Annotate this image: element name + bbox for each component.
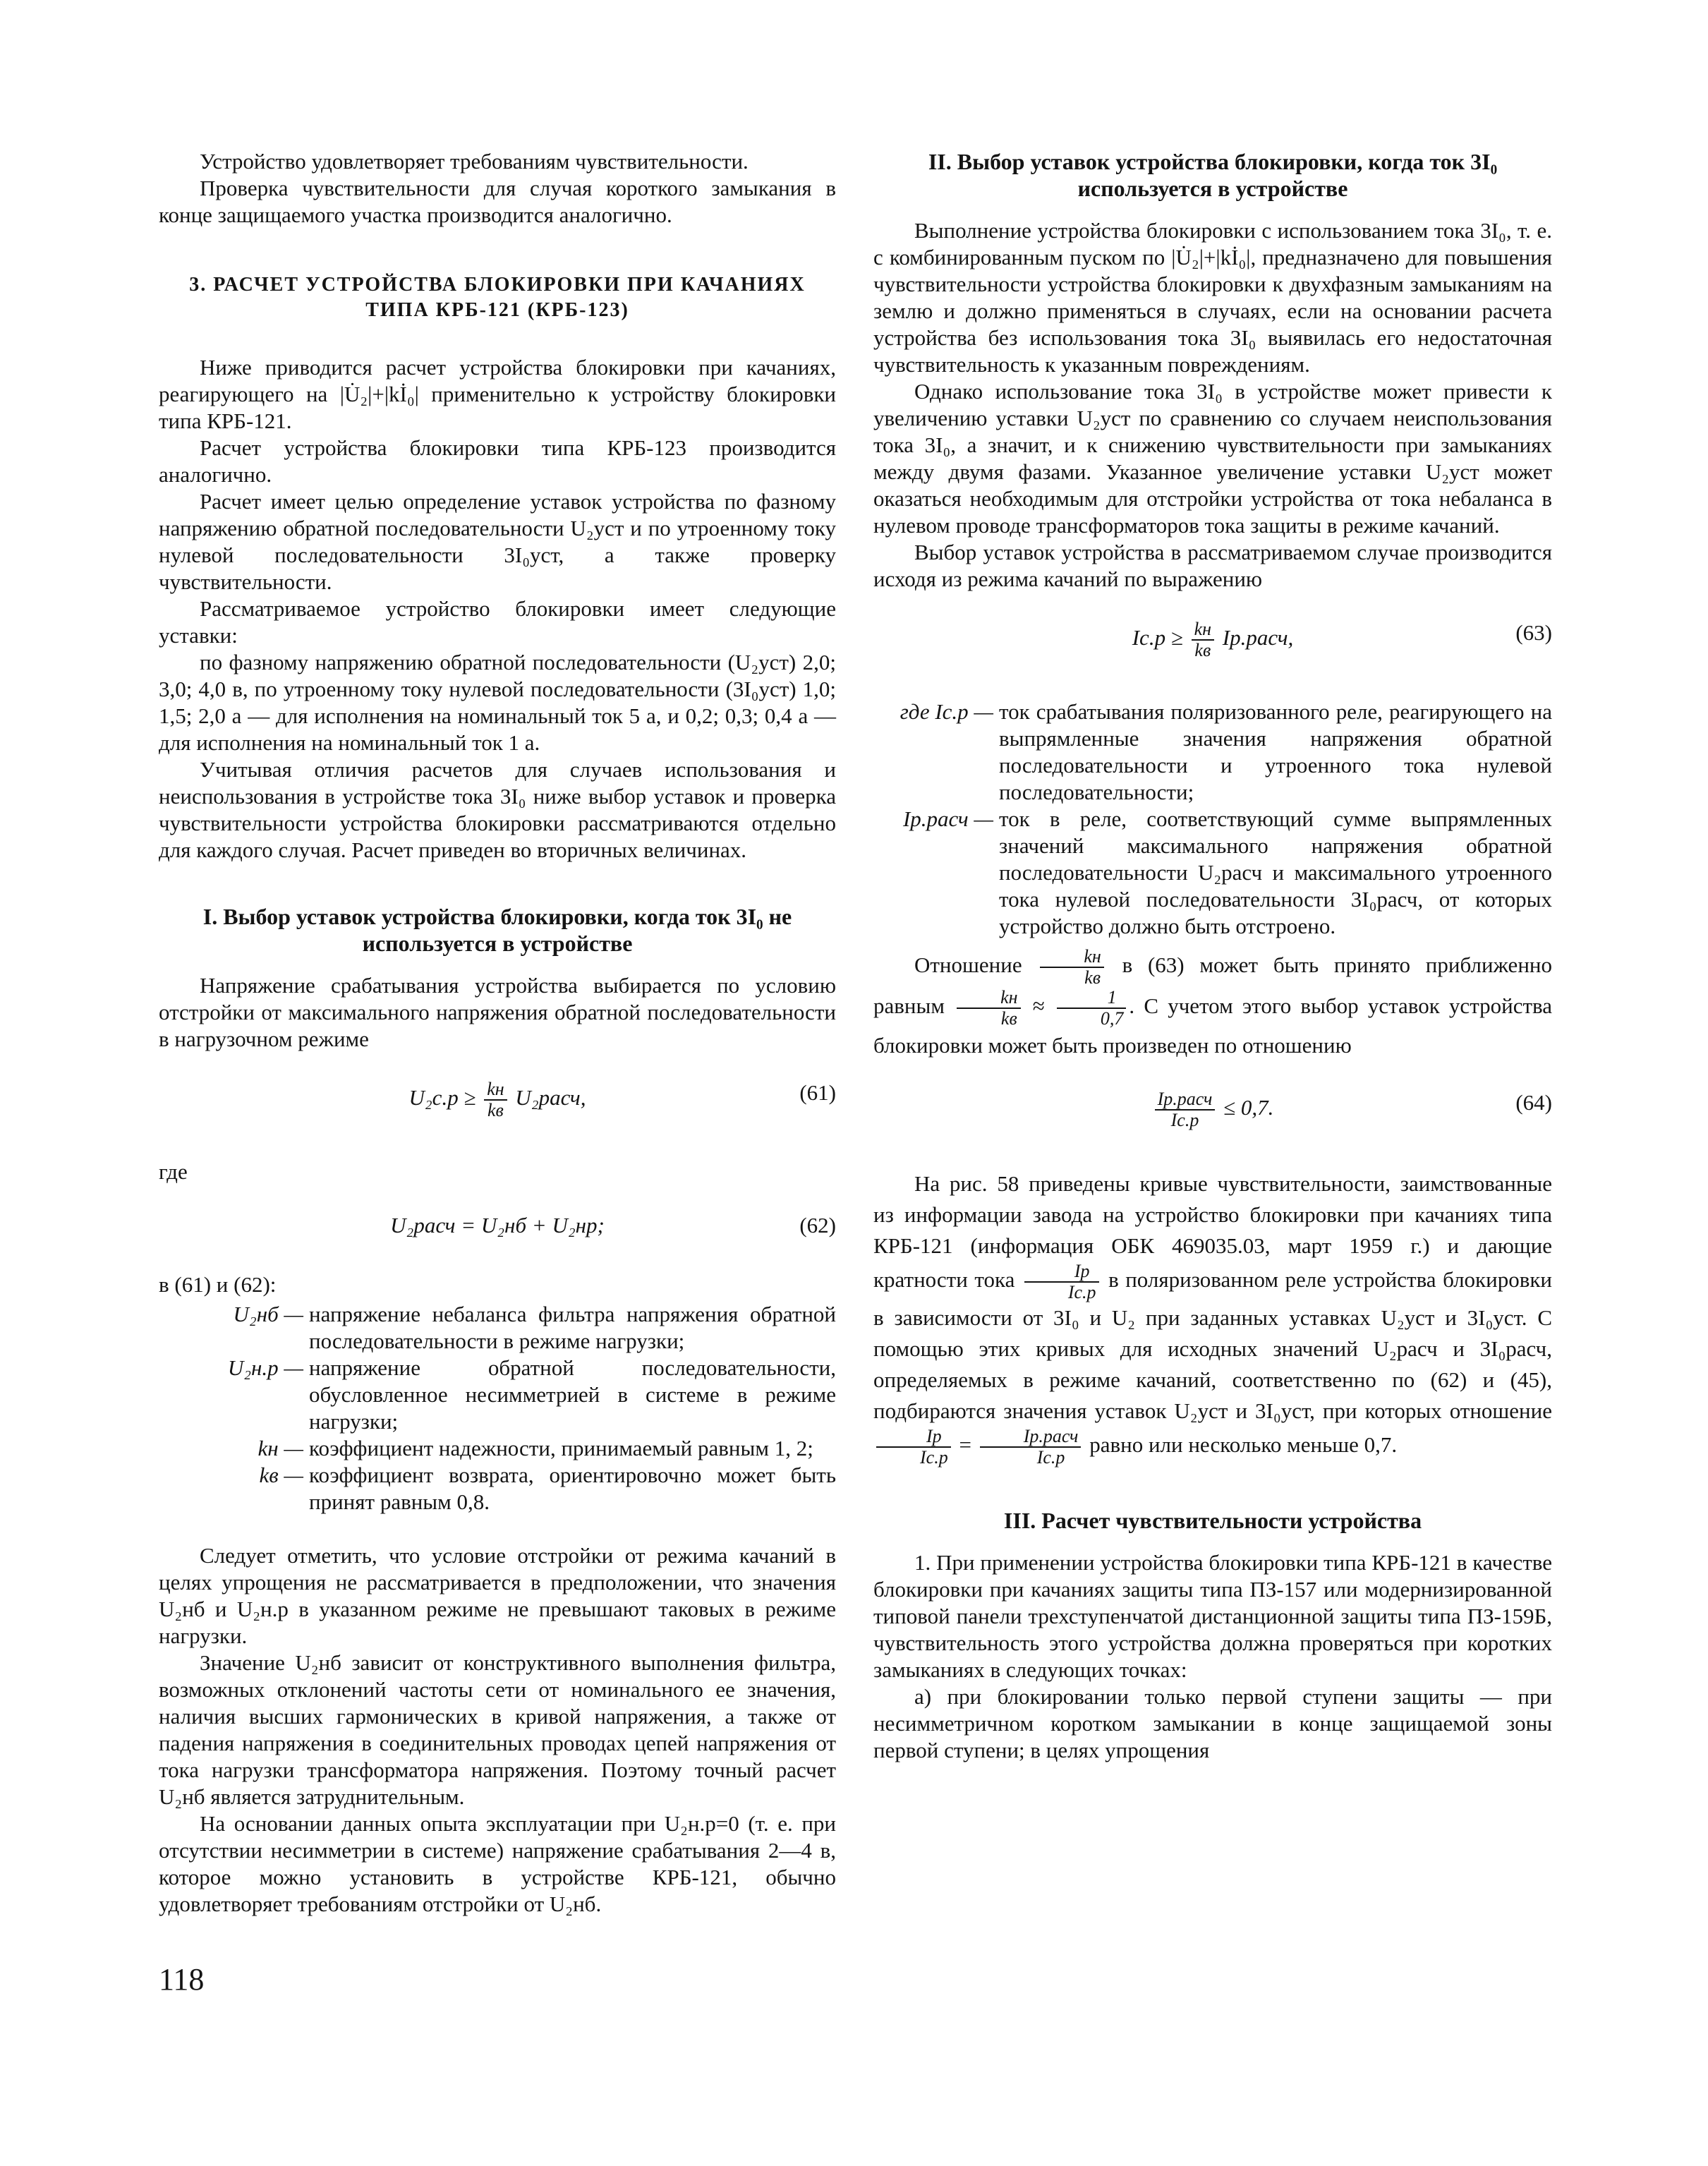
- fraction-denominator: 0,7: [1100, 1008, 1124, 1029]
- fraction-denominator: Iс.р: [1036, 1447, 1065, 1468]
- definition-item: [873, 806, 1552, 940]
- equals-sign: =: [959, 1432, 971, 1458]
- definition-text: напряжение обратной последовательности, обусловленное несимметрией в системе в режиме нагрузки;: [309, 1355, 836, 1434]
- fraction-denominator: Iс.р: [1170, 1110, 1199, 1130]
- text-run: Отношение: [914, 952, 1022, 978]
- fraction-numerator: kн: [484, 1079, 507, 1101]
- formula-61: [159, 1074, 836, 1137]
- definition-item: [873, 698, 1552, 806]
- section-heading: 3. РАСЧЕТ УСТРОЙСТВА БЛОКИРОВКИ ПРИ КАЧАНИЯХ ТИПА КРБ-121 (КРБ-123): [189, 274, 806, 321]
- text-run: в (63) может быть принято приближенно равным: [873, 952, 1552, 1019]
- definition-text: коэффициент надежности, принимаемый равным 1, 2;: [309, 1436, 813, 1460]
- paragraph: Значение U₂нб зависит от конструктивного выполнения фильтра, возможных отклонений частоты сети от номинального ее значения, наличия высших гармонических в кривой напряжения, а также от падения напряжения в соединительных проводах цепей напряжения от тока нагрузки трансформатора напряжения. Поэтому точный расчет U₂нб является затруднительным.: [159, 1650, 836, 1809]
- paragraph: в (61) и (62):: [159, 1272, 277, 1297]
- fraction-denominator: kв: [1084, 967, 1101, 988]
- formula-lhs: U₂с.р ≥: [408, 1085, 476, 1111]
- page-number: 118: [159, 1962, 205, 1997]
- paragraph: На основании данных опыта эксплуатации при U₂н.р=0 (т. е. при отсутствии несимметрии в системе) напряжение срабатывания 2—4 в, которое можно установить в устройстве КРБ-121, обычно удовлетворяет требованиям отстройки от U₂нб.: [159, 1811, 836, 1916]
- fraction-numerator: kн: [1192, 619, 1214, 641]
- definition-item: [159, 1462, 836, 1515]
- subsection-heading: II. Выбор уставок устройства блокировки, когда ток 3I₀ используется в устройстве: [928, 149, 1498, 201]
- formula-rhs: Iр.расч,: [1222, 625, 1294, 651]
- formula-rhs: ≤ 0,7.: [1223, 1095, 1274, 1120]
- definition-item: [159, 1355, 836, 1435]
- definition-list: [159, 1301, 836, 1515]
- equation-number: (62): [799, 1213, 836, 1238]
- paragraph: Учитывая отличия расчетов для случаев использования и неиспользования в устройстве тока 3I₀ ниже выбор уставок и проверка чувствительности устройства блокировки рассматриваются отдельно для каждого случая. Расчет приведен во вторичных величинах.: [159, 757, 836, 862]
- paragraph: Рассматриваемое устройство блокировки имеет следующие уставки:: [159, 596, 836, 648]
- definition-symbol: Iр.расч —: [902, 806, 993, 831]
- paragraph: Проверка чувствительности для случая короткого замыкания в конце защищаемого участка производится аналогично.: [159, 176, 836, 227]
- definition-text: напряжение небаланса фильтра напряжения обратной последовательности в режиме нагрузки;: [309, 1302, 836, 1353]
- definition-symbol: U₂нб —: [233, 1302, 303, 1326]
- definition-list: [873, 698, 1552, 940]
- definition-text: ток срабатывания поляризованного реле, реагирующего на выпрямленные значения напряжения обратной последовательности и утроенного тока нулевой последовательности;: [999, 699, 1552, 804]
- fraction-numerator: Iр: [876, 1427, 951, 1448]
- formula-rhs: U₂расч,: [515, 1085, 586, 1111]
- definition-symbol: где Iс.р —: [900, 699, 993, 724]
- fraction-numerator: Iр.расч: [980, 1427, 1082, 1448]
- paragraph: Выполнение устройства блокировки с использованием тока 3I₀, т. е. с комбинированным пуском по |U̇₂|+|kİ₀|, предназначено для повышения чувствительности устройства блокировки к двухфазным замыканиям на землю и должно применяться в случаях, если на основании расчета устройства без использования тока 3I₀ выявилась его недостаточная чувствительность к указанным повреждениям.: [873, 218, 1552, 377]
- formula-63: [873, 614, 1552, 677]
- equation-number: (64): [1515, 1090, 1552, 1115]
- fraction: [1192, 619, 1214, 660]
- right-column: [873, 148, 1552, 1764]
- formula-62: [159, 1206, 836, 1250]
- formula-lhs: Iс.р ≥: [1132, 625, 1183, 651]
- fraction-numerator: Iр.расч: [1155, 1089, 1216, 1111]
- definition-text: ток в реле, соответствующий сумме выпрямленных значений максимального напряжения обратной последовательности U₂расч и максимального утроенного тока нулевой последовательности 3I₀расч, от которых устройство должно быть отстроено.: [999, 806, 1552, 938]
- left-column: [159, 148, 836, 1918]
- paragraph: Отношение $\frac{kн}{kв}$ в (63) может быть принято приближенно равным $\frac{kн}{kв}$ ≈ $\frac{1}{0,7}$ . С учетом этого выбор уставок устройства блокировки может быть произведен по отношению: [873, 946, 1553, 1058]
- definition-symbol: U₂н.р —: [227, 1355, 303, 1380]
- fraction-denominator: Iс.р: [1067, 1282, 1096, 1302]
- fraction: [1057, 988, 1127, 1029]
- text-run: На рис. 58 приведены кривые чувствительности, заимствованные из информации завода на устройство блокировки при качаниях типа КРБ-121 (информация ОБК 469035.03, март 1959 г.) и дающие кратности тока: [873, 1171, 1552, 1293]
- fraction-numerator: kн: [1040, 947, 1103, 968]
- text-run: С учетом этого выбор уставок устройства блокировки может быть произведен по отношению: [873, 993, 1553, 1058]
- fraction-numerator: kн: [957, 988, 1020, 1009]
- paragraph: Выбор уставок устройства в рассматриваемом случае производится исходя из режима качаний по выражению: [873, 540, 1552, 591]
- fraction-denominator: kв: [1194, 640, 1211, 660]
- formula-64: [873, 1084, 1552, 1147]
- fraction: [876, 1427, 951, 1468]
- definition-symbol: kв —: [259, 1463, 303, 1487]
- fraction-denominator: Iс.р: [920, 1447, 948, 1468]
- formula-body: U₂расч = U₂нб + U₂нр;: [390, 1213, 605, 1238]
- paragraph: 1. При применении устройства блокировки типа КРБ-121 в качестве блокировки при качаниях защиты типа ПЗ-157 или модернизированной типовой панели трехступенчатой дистанционной защиты типа ПЗ-159Б, чувствительность этого устройства должна проверяться при коротких замыканиях в следующих точках:: [873, 1550, 1552, 1682]
- definition-item: [159, 1435, 836, 1462]
- fraction: [1155, 1089, 1216, 1130]
- paragraph: где: [159, 1159, 188, 1184]
- fraction: [1024, 1262, 1099, 1302]
- fraction: [1040, 947, 1103, 988]
- paragraph: по фазному напряжению обратной последовательности (U₂уст) 2,0; 3,0; 4,0 в, по утроенному току нулевой последовательности (3I₀уст) 1,0; 1,5; 2,0 а — для исполнения на номинальный ток 5 а, и 0,2; 0,3; 0,4 а — для исполнения на номинальный ток 1 а.: [159, 650, 836, 755]
- paragraph: Ниже приводится расчет устройства блокировки при качаниях, реагирующего на |U̇₂|+|kİ₀| применительно к устройству блокировки типа КРБ-121.: [159, 355, 836, 433]
- paragraph: Расчет устройства блокировки типа КРБ-123 производится аналогично.: [159, 435, 836, 487]
- paragraph: [873, 1168, 1552, 1468]
- equation-number: (63): [1515, 620, 1552, 645]
- subsection-heading: I. Выбор уставок устройства блокировки, когда ток 3I₀ не используется в устройстве: [202, 904, 792, 956]
- paragraph: Следует отметить, что условие отстройки от режима качаний в целях упрощения не рассматривается в предположении, что значения U₂нб и U₂н.р в указанном режиме не превышают таковых в режиме нагрузки.: [159, 1543, 836, 1648]
- fraction-numerator: 1: [1057, 988, 1127, 1009]
- paragraph: Расчет имеет целью определение уставок устройства по фазному напряжению обратной последовательности U₂уст и по утроенному току нулевой последовательности 3I₀уст, а также проверку чувствительности.: [159, 489, 836, 594]
- fraction-denominator: kв: [487, 1100, 504, 1120]
- fraction: [980, 1427, 1082, 1468]
- definition-symbol: kн —: [258, 1436, 303, 1460]
- definition-text: коэффициент возврата, ориентировочно может быть принят равным 0,8.: [309, 1463, 836, 1514]
- paragraph: Однако использование тока 3I₀ в устройстве может привести к увеличению уставки U₂уст по сравнению со случаем неиспользования тока 3I₀, а значит, и к снижению чувствительности при замыканиях между двумя фазами. Указанное увеличение уставки U₂уст может оказаться необходимым для отстройки устройства от тока небаланса в нулевом проводе трансформаторов тока защиты в режиме качаний.: [873, 379, 1552, 538]
- equation-number: (61): [799, 1080, 836, 1105]
- paragraph: Устройство удовлетворяет требованиям чувствительности.: [200, 149, 749, 174]
- text-run: в поляризованном реле устройства блокировки в зависимости от 3I₀ и U₂ при заданных уставках U₂уст и 3I₀уст. С помощью этих кривых для исходных значений U₂расч и 3I₀расч, определяемых в режиме качаний, соответственно по (62) и (45), подбираются значения уставок U₂уст и 3I₀уст, при которых отношение: [873, 1267, 1552, 1423]
- paragraph: Напряжение срабатывания устройства выбирается по условию отстройки от максимального напряжения обратной последовательности в нагрузочном режиме: [159, 973, 836, 1051]
- fraction: [484, 1079, 507, 1120]
- fraction-numerator: Iр: [1024, 1262, 1099, 1283]
- fraction: [957, 988, 1020, 1029]
- definition-item: [159, 1301, 836, 1355]
- subsection-heading: III. Расчет чувствительности устройства: [1003, 1508, 1422, 1533]
- paragraph: а) при блокировании только первой ступени защиты — при несимметричном коротком замыкании в конце защищаемой зоны первой ступени; в целях упрощения: [873, 1684, 1552, 1762]
- text-run: равно или несколько меньше 0,7.: [1089, 1432, 1398, 1458]
- fraction-denominator: kв: [1000, 1008, 1017, 1029]
